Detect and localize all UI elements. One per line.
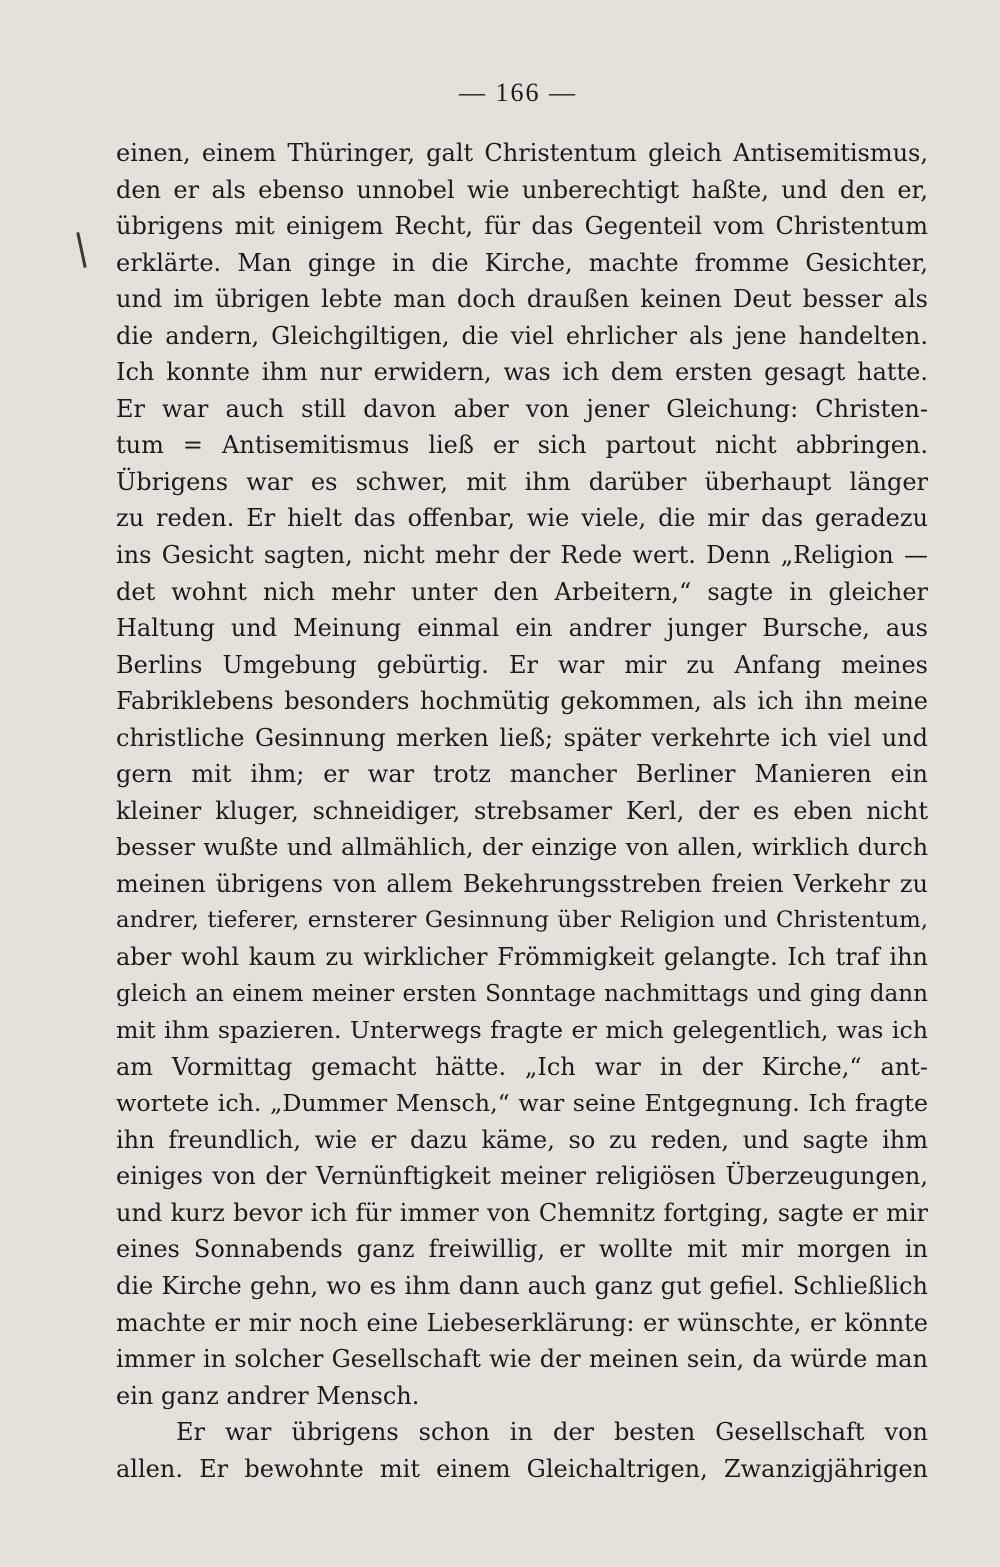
text-line: Haltung und Meinung einmal ein andrer junger Bursche, aus [116, 614, 928, 643]
text-line: Fabriklebens besonders hochmütig gekommen, als ich ihn meine [116, 687, 928, 716]
text-line: Er war übrigens schon in der besten Gesellschaft von [176, 1418, 928, 1447]
text-line: den er als ebenso unnobel wie unberechtigt haßte, und den er, [116, 175, 928, 204]
text-line: einiges von der Vernünftigkeit meiner religiösen Überzeugungen, [116, 1162, 928, 1191]
text-line: machte er mir noch eine Liebeserklärung: er wünschte, er könnte [116, 1308, 928, 1337]
text-line: immer in solcher Gesellschaft wie der meinen sein, da würde man [116, 1345, 928, 1374]
text-line: ein ganz andrer Mensch. [116, 1381, 420, 1410]
text-line: mit ihm spazieren. Unterwegs fragte er mich gelegentlich, was ich [116, 1016, 928, 1045]
text-line: und im übrigen lebte man doch draußen keinen Deut besser als [116, 285, 928, 314]
text-line: eines Sonnabends ganz freiwillig, er wollte mit mir morgen in [116, 1235, 928, 1264]
text-line: am Vormittag gemacht hätte. „Ich war in der Kirche,“ ant- [116, 1052, 928, 1081]
text-line: meinen übrigens von allem Bekehrungsstreben freien Verkehr zu [116, 869, 928, 898]
text-line: zu reden. Er hielt das offenbar, wie viele, die mir das geradezu [116, 504, 928, 533]
paragraph [116, 1414, 928, 1487]
text-line: ihn freundlich, wie er dazu käme, so zu reden, und sagte ihm [116, 1125, 928, 1154]
text-line: aber wohl kaum zu wirklicher Frömmigkeit gelangte. Ich traf ihn [116, 943, 928, 972]
text-line: allen. Er bewohnte mit einem Gleichaltrigen, Zwanzigjährigen [116, 1454, 928, 1483]
text-line: christliche Gesinnung merken ließ; später verkehrte ich viel und [116, 723, 928, 752]
text-line: die Kirche gehn, wo es ihm dann auch ganz gut gefiel. Schließlich [116, 1271, 928, 1300]
body-text [116, 135, 928, 1487]
text-line: andrer, tieferer, ernsterer Gesinnung über Religion und Christentum, [116, 907, 928, 934]
text-line: übrigens mit einigem Recht, für das Gegenteil vom Christentum [116, 212, 928, 241]
text-line: und kurz bevor ich für immer von Chemnitz fortging, sagte er mir [116, 1198, 928, 1227]
text-line: die andern, Gleichgiltigen, die viel ehrlicher als jene handelten. [116, 321, 928, 350]
text-line: ins Gesicht sagten, nicht mehr der Rede wert. Denn „Religion — [116, 541, 928, 570]
paragraph [116, 135, 928, 1414]
text-line: einen, einem Thüringer, galt Christentum gleich Antisemitismus, [116, 139, 928, 167]
text-line: gleich an einem meiner ersten Sonntage nachmittags und ging dann [116, 980, 928, 1007]
margin-pencil-mark [76, 232, 86, 268]
text-line: tum = Antisemitismus ließ er sich partout nicht abbringen. [116, 431, 928, 460]
text-line: kleiner kluger, schneidiger, strebsamer Kerl, der es eben nicht [116, 796, 928, 825]
text-line: wortete ich. „Dummer Mensch,“ war seine Entgegnung. Ich fragte [116, 1089, 928, 1118]
text-line: det wohnt nich mehr unter den Arbeitern,“ sagte in gleicher [116, 577, 928, 606]
text-line: Er war auch still davon aber von jener Gleichung: Christen- [116, 394, 928, 423]
text-line: Ich konnte ihm nur erwidern, was ich dem ersten gesagt hatte. [116, 358, 928, 387]
text-line: erklärte. Man ginge in die Kirche, machte fromme Gesichter, [116, 248, 928, 277]
text-line: gern mit ihm; er war trotz mancher Berliner Manieren ein [116, 760, 928, 789]
text-line: besser wußte und allmählich, der einzige von allen, wirklich durch [116, 833, 928, 862]
page-number: — 166 — [459, 78, 577, 107]
text-line: Berlins Umgebung gebürtig. Er war mir zu Anfang meines [116, 650, 928, 679]
text-line: Übrigens war es schwer, mit ihm darüber überhaupt länger [116, 467, 928, 496]
